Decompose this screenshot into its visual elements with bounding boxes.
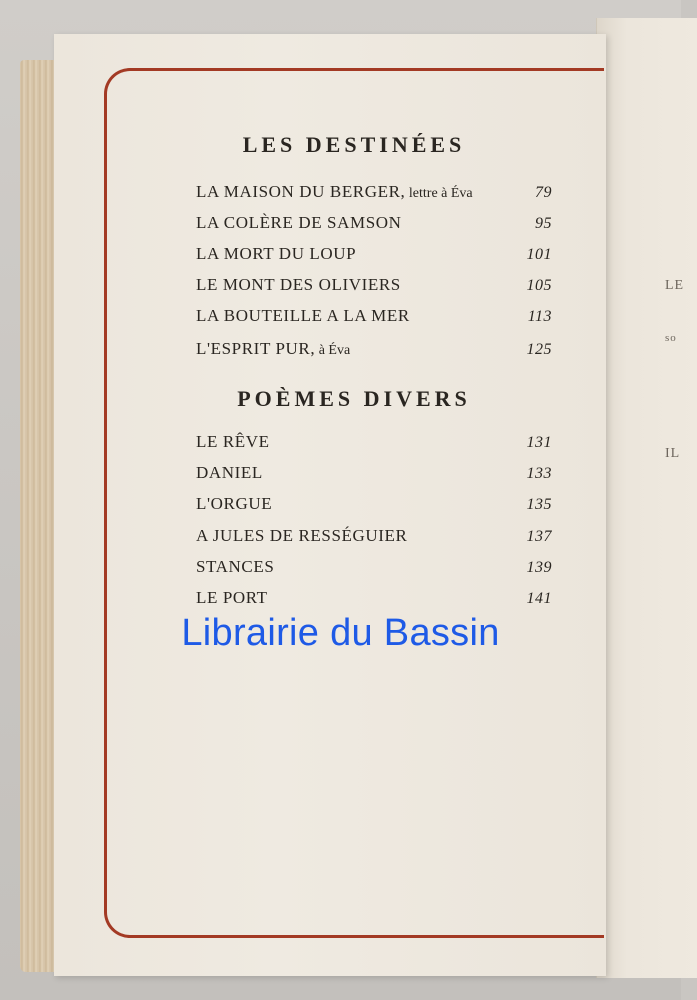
section-heading-poemes-divers: POÈMES DIVERS	[237, 386, 471, 411]
toc-entry-title: DANIEL	[196, 463, 263, 482]
toc-entry-title: LA MAISON DU BERGER, lettre à Éva	[196, 182, 473, 201]
toc-entry	[196, 463, 552, 483]
toc-entry	[196, 275, 552, 295]
toc-entry-title: LA COLÈRE DE SAMSON	[196, 213, 402, 232]
toc-entry-page: 101	[526, 246, 552, 263]
toc-entry	[196, 244, 552, 264]
toc-entry-title: LA BOUTEILLE A LA MER	[196, 306, 410, 325]
toc-entry	[196, 306, 552, 326]
toc-entry-page: 79	[535, 184, 552, 201]
facing-page-fragment: IL	[665, 446, 681, 461]
toc-entry-page: 125	[526, 341, 552, 358]
toc-entry-title: L'ESPRIT PUR, à Éva	[196, 339, 351, 358]
toc-entry	[196, 339, 552, 359]
toc-entry-page: 105	[526, 277, 552, 294]
toc-entry	[196, 526, 552, 546]
toc-entry-title: L'ORGUE	[196, 494, 273, 513]
toc-entry-title: LE RÊVE	[196, 432, 270, 451]
toc-entry-title: LE PORT	[196, 588, 268, 607]
toc-entry-page: 141	[526, 590, 552, 607]
facing-page	[596, 18, 697, 978]
toc-entry-title: A JULES DE RESSÉGUIER	[196, 526, 408, 545]
toc-entry	[196, 182, 552, 202]
toc-entry-page: 95	[535, 215, 552, 232]
toc-entry	[196, 557, 552, 577]
toc-entry-title: LE MONT DES OLIVIERS	[196, 275, 401, 294]
toc-entry	[196, 494, 552, 514]
toc-entry-page: 133	[526, 465, 552, 482]
toc-entry-page: 137	[526, 528, 552, 545]
toc-entry-title: LA MORT DU LOUP	[196, 244, 357, 263]
section-heading-les-destinees: LES DESTINÉES	[242, 132, 466, 157]
toc-entry-page: 139	[526, 559, 552, 576]
toc-entry-page: 131	[526, 434, 552, 451]
toc-entry-page: 135	[526, 496, 552, 513]
facing-page-fragment: LE	[665, 278, 685, 293]
toc-entry-page: 113	[527, 308, 552, 325]
toc-entry	[196, 588, 552, 608]
toc-entry	[196, 432, 552, 452]
watermark-text: Librairie du Bassin	[181, 612, 500, 654]
facing-page-fragment: so	[665, 332, 677, 344]
toc-entry-title: STANCES	[196, 557, 275, 576]
toc-entry	[196, 213, 552, 233]
